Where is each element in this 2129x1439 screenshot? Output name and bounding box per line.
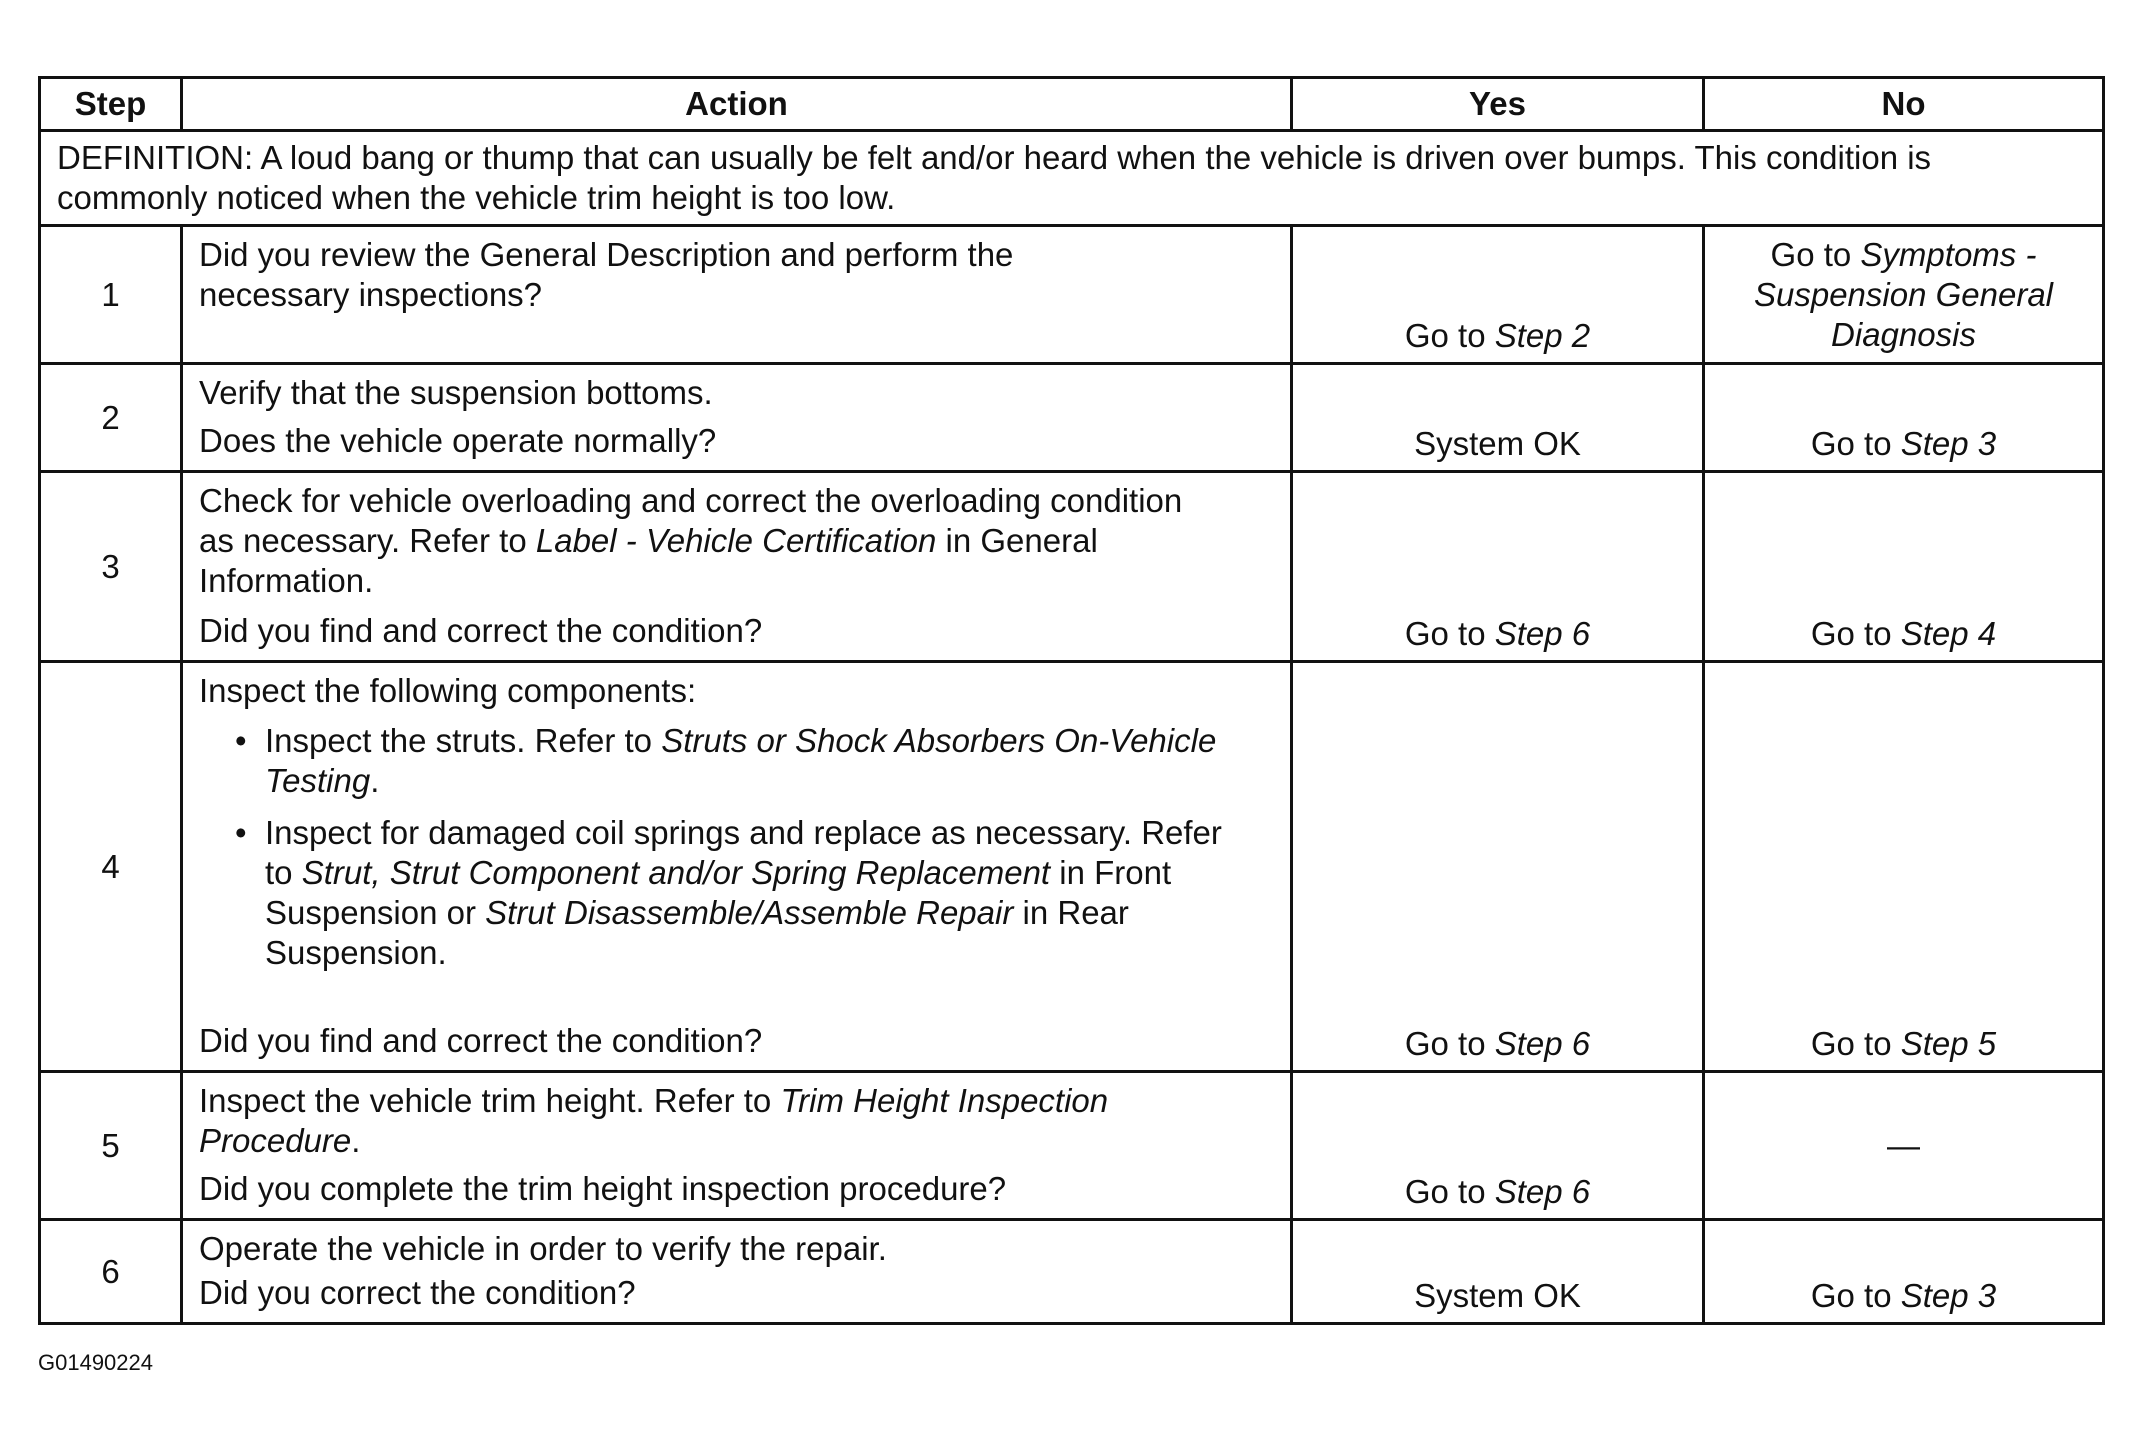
step-number: 2 bbox=[40, 364, 182, 472]
yes-prefix: Go to bbox=[1404, 1025, 1495, 1062]
list-item bbox=[265, 721, 1225, 801]
figure-id: G01490224 bbox=[38, 1350, 153, 1375]
header-step: Step bbox=[40, 78, 182, 131]
action-text: Did you review the General Description and perform the necessary inspections? bbox=[199, 236, 1014, 313]
header-yes: Yes bbox=[1292, 78, 1704, 131]
yes-cell bbox=[1292, 226, 1704, 364]
header-action: Action bbox=[182, 78, 1292, 131]
strut-disassemble-ref: Strut Disassemble/Assemble Repair bbox=[485, 894, 1014, 931]
no-prefix: Go to bbox=[1770, 236, 1861, 273]
no-prefix: Go to bbox=[1810, 615, 1901, 652]
action-text: Check for vehicle overloading and correct the overloading condition as necessary. Refer to bbox=[199, 482, 1183, 559]
bullet-mid: in Front Suspension or bbox=[265, 854, 1172, 931]
no-prefix: Go to bbox=[1810, 1025, 1901, 1062]
bullet-text: Inspect for damaged coil springs and replace as necessary. Refer to bbox=[265, 814, 1222, 891]
no-step-ref: Step 3 bbox=[1900, 1277, 1997, 1314]
action-cell bbox=[182, 1072, 1292, 1220]
action-text: Operate the vehicle in order to verify the repair. bbox=[199, 1230, 887, 1267]
label-certification-ref: Label - Vehicle Certification bbox=[535, 522, 937, 559]
action-cell bbox=[182, 364, 1292, 472]
no-symptoms-ref: Symptoms - Suspension General Diagnosis bbox=[1753, 236, 2054, 353]
action-cell bbox=[182, 662, 1292, 1072]
no-step-ref: Step 4 bbox=[1900, 615, 1997, 652]
action-question: Did you find and correct the condition? bbox=[199, 1022, 763, 1059]
action-cell bbox=[182, 1220, 1292, 1324]
yes-cell bbox=[1292, 1072, 1704, 1220]
table-row bbox=[40, 472, 2104, 662]
no-step-ref: Step 3 bbox=[1900, 425, 1997, 462]
no-cell bbox=[1704, 364, 2104, 472]
component-list bbox=[199, 721, 1274, 973]
table-row bbox=[40, 226, 2104, 364]
diagnostic-table bbox=[38, 76, 2105, 1325]
bullet-end: in Rear Suspension. bbox=[265, 894, 1129, 971]
no-step-ref: Step 5 bbox=[1900, 1025, 1997, 1062]
yes-cell: System OK bbox=[1292, 364, 1704, 472]
step-number: 1 bbox=[40, 226, 182, 364]
yes-prefix: Go to bbox=[1404, 1173, 1495, 1210]
table-row bbox=[40, 1220, 2104, 1324]
step-number: 3 bbox=[40, 472, 182, 662]
step-number: 6 bbox=[40, 1220, 182, 1324]
action-question: Did you find and correct the condition? bbox=[199, 612, 763, 649]
no-cell bbox=[1704, 1220, 2104, 1324]
yes-step-ref: Step 6 bbox=[1494, 615, 1591, 652]
no-prefix: Go to bbox=[1810, 1277, 1901, 1314]
table-row bbox=[40, 364, 2104, 472]
action-question: Did you complete the trim height inspection procedure? bbox=[199, 1170, 1007, 1207]
no-cell bbox=[1704, 226, 2104, 364]
yes-prefix: Go to bbox=[1404, 615, 1495, 652]
step-number: 4 bbox=[40, 662, 182, 1072]
bullet-end: . bbox=[370, 762, 380, 799]
struts-testing-ref: Struts or Shock Absorbers On-Vehicle Testing bbox=[265, 722, 1217, 799]
yes-step-ref: Step 6 bbox=[1494, 1025, 1591, 1062]
no-cell bbox=[1704, 472, 2104, 662]
yes-prefix: Go to bbox=[1404, 317, 1495, 354]
action-text-end: in General Information. bbox=[199, 522, 1098, 599]
table-row bbox=[40, 1072, 2104, 1220]
definition-text: DEFINITION: A loud bang or thump that can usually be felt and/or heard when the vehicle is driven over bumps. This condition is commonly noticed when the vehicle trim height is too low. bbox=[40, 131, 2104, 226]
yes-cell bbox=[1292, 472, 1704, 662]
yes-cell bbox=[1292, 662, 1704, 1072]
yes-step-ref: Step 2 bbox=[1494, 317, 1591, 354]
strut-replacement-ref: Strut, Strut Component and/or Spring Replacement bbox=[301, 854, 1051, 891]
step-number: 5 bbox=[40, 1072, 182, 1220]
action-text: Inspect the following components: bbox=[199, 672, 697, 709]
action-question: Does the vehicle operate normally? bbox=[199, 422, 717, 459]
list-item bbox=[265, 813, 1245, 973]
action-question: Did you correct the condition? bbox=[199, 1274, 636, 1311]
bullet-text: Inspect the struts. Refer to bbox=[265, 722, 662, 759]
no-cell: — bbox=[1704, 1072, 2104, 1220]
action-text: Inspect the vehicle trim height. Refer to bbox=[199, 1082, 781, 1119]
action-cell bbox=[182, 472, 1292, 662]
no-prefix: Go to bbox=[1810, 425, 1901, 462]
action-cell bbox=[182, 226, 1292, 364]
trim-height-ref: Trim Height Inspection Procedure bbox=[199, 1082, 1109, 1159]
action-text: Verify that the suspension bottoms. bbox=[199, 374, 713, 411]
action-text-end: . bbox=[351, 1122, 361, 1159]
yes-step-ref: Step 6 bbox=[1494, 1173, 1591, 1210]
header-no: No bbox=[1704, 78, 2104, 131]
definition-row bbox=[40, 131, 2104, 226]
header-row bbox=[40, 78, 2104, 131]
table-row bbox=[40, 662, 2104, 1072]
no-cell bbox=[1704, 662, 2104, 1072]
yes-cell: System OK bbox=[1292, 1220, 1704, 1324]
